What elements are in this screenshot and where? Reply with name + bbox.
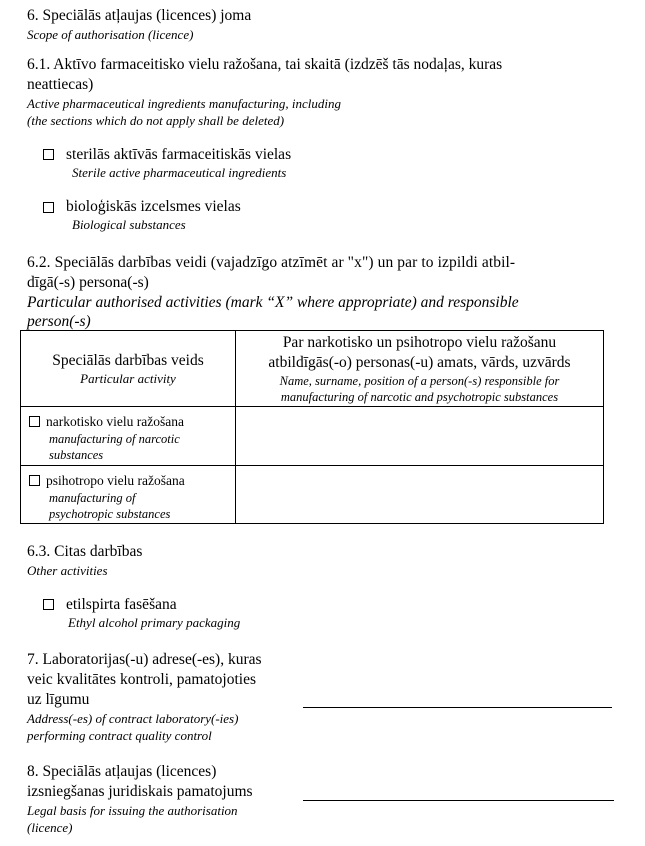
biological-substances-label: bioloģiskās izcelsmes vielas (66, 198, 241, 215)
section-6-1-subtitle: Active pharmaceutical ingredients manufacturing, including (27, 96, 341, 111)
narcotic-activity-option (29, 413, 231, 430)
col1-header-label: Speciālās darbības veids (52, 351, 204, 369)
section-8-title: 8. Speciālās atļaujas (licences) (27, 763, 217, 780)
section-6-1-title: 6.1. Aktīvo farmaceitisko vielu ražošana, tai skaitā (izdzēš tās nodaļas, kuras (27, 56, 503, 73)
col2-header (236, 331, 604, 407)
psychotropic-activity-cell (21, 466, 236, 524)
table-header-row (21, 331, 604, 407)
section-7-subtitle-cont: performing contract quality control (27, 728, 212, 743)
narcotic-sublabel-cont: substances (49, 448, 104, 462)
section-6-1-title-cont: neattiecas) (27, 76, 94, 93)
col1-header-sublabel: Particular activity (80, 370, 176, 386)
laboratory-address-field[interactable] (303, 707, 612, 708)
narcotic-label: narkotisko vielu ražošana (46, 414, 184, 429)
section-6-title: 6. Speciālās atļaujas (licences) joma (27, 7, 252, 24)
psychotropic-sublabel-cont: psychotropic substances (49, 507, 171, 521)
psychotropic-checkbox[interactable] (29, 475, 40, 486)
biological-substances-sublabel: Biological substances (72, 217, 186, 232)
ethyl-alcohol-checkbox[interactable] (43, 599, 54, 610)
narcotic-responsible-person-field[interactable] (236, 407, 604, 466)
col2-header-sublabel-cont: manufacturing of narcotic and psychotropic substances (280, 390, 559, 404)
section-8-subtitle-cont: (licence) (27, 820, 73, 835)
table-row (21, 466, 604, 524)
biological-substances-checkbox[interactable] (43, 202, 54, 213)
section-7-title: 7. Laboratorijas(-u) adrese(-es), kuras (27, 651, 262, 668)
section-7-title-cont: veic kvalitātes kontroli, pamatojoties (27, 671, 256, 688)
section-6-3-title: 6.3. Citas darbības (27, 543, 143, 560)
psychotropic-activity-option (29, 472, 231, 489)
psychotropic-label: psihotropo vielu ražošana (46, 473, 185, 488)
section-8-title-cont: izsniegšanas juridiskais pamatojums (27, 783, 253, 800)
section-7-title-cont2: uz līgumu (27, 691, 90, 708)
sterile-api-label: sterilās aktīvās farmaceitiskās vielas (66, 146, 292, 163)
section-6-3-subtitle: Other activities (27, 563, 108, 578)
section-6-2-title-cont: dīgā(-s) persona(-s) (27, 274, 149, 291)
ethyl-alcohol-label: etilspirta fasēšana (66, 596, 177, 613)
ethyl-alcohol-sublabel: Ethyl alcohol primary packaging (68, 615, 241, 630)
narcotic-activity-cell (21, 407, 236, 466)
sterile-api-checkbox[interactable] (43, 149, 54, 160)
legal-basis-field[interactable] (303, 800, 614, 801)
table-row (21, 407, 604, 466)
col2-header-label: Par narkotisko un psihotropo vielu ražošanu (282, 334, 557, 351)
activities-table (20, 330, 604, 524)
section-7-subtitle: Address(-es) of contract laboratory(-ies) (27, 711, 239, 726)
section-6-subtitle: Scope of authorisation (licence) (27, 27, 194, 42)
section-6-2-subtitle-cont: person(-s) (27, 313, 91, 330)
psychotropic-responsible-person-field[interactable] (236, 466, 604, 524)
narcotic-sublabel: manufacturing of narcotic (49, 432, 180, 446)
psychotropic-sublabel: manufacturing of (49, 491, 136, 505)
section-6-2-subtitle: Particular authorised activities (mark “X” where appropriate) and responsible (27, 294, 519, 311)
section-6-1-subtitle-cont: (the sections which do not apply shall be deleted) (27, 113, 285, 128)
section-6-2-title: 6.2. Speciālās darbības veidi (vajadzīgo atzīmēt ar "x") un par to izpildi atbil- (27, 254, 516, 271)
col2-header-label-cont: atbildīgās(-o) personas(-u) amats, vārds, uzvārds (268, 354, 571, 371)
section-8-subtitle: Legal basis for issuing the authorisation (27, 803, 238, 818)
col2-header-sublabel: Name, surname, position of a person(-s) responsible for (279, 374, 560, 388)
narcotic-checkbox[interactable] (29, 416, 40, 427)
col1-header (21, 331, 236, 407)
sterile-api-sublabel: Sterile active pharmaceutical ingredients (72, 165, 287, 180)
